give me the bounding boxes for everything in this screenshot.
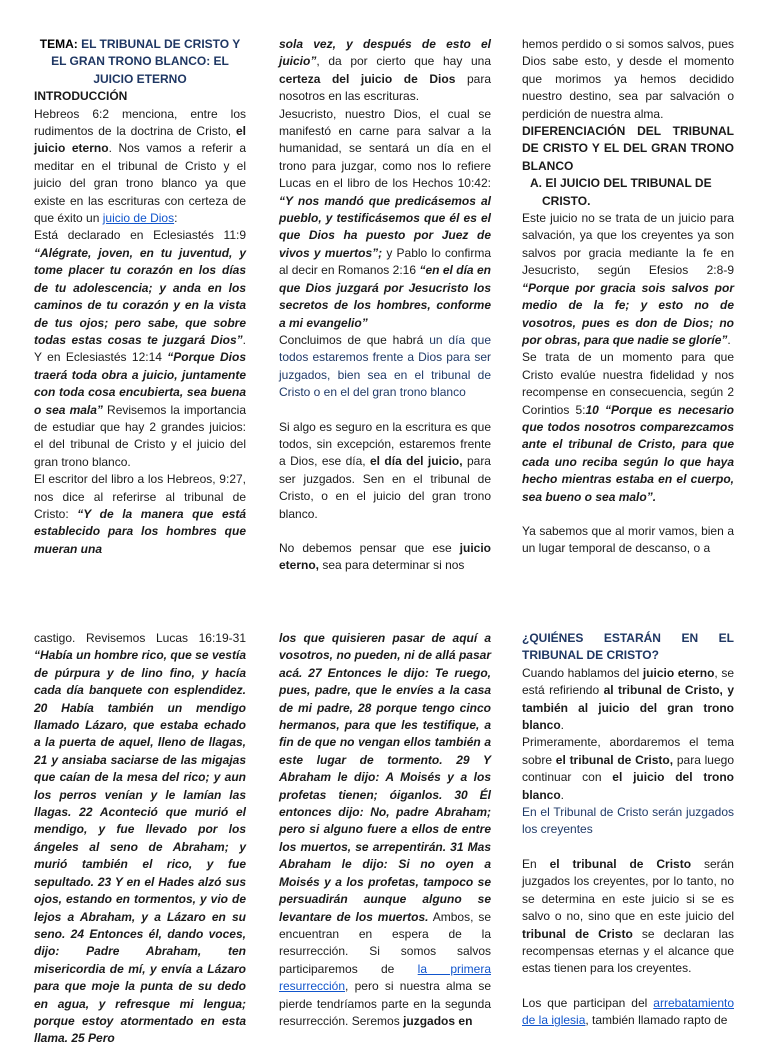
bible-quote: sola vez, y después de esto el juicio”: [279, 37, 491, 69]
paragraph: [522, 995, 734, 1030]
highlighted-paragraph: En el Tribunal de Cristo serán juzgados los creyentes: [522, 805, 734, 837]
text: Jesucristo, nuestro Dios, el cual se manifestó en carne para salvar a la humanidad, se sentará un día en el trono para juzgar, como nos lo refiere Lucas en el libro de los Hechos 10:42:: [279, 106, 491, 191]
text: sea para determinar si nos: [319, 558, 465, 573]
text: Ambos, se encuentran en espera de la resurrección. Si somos salvos participaremos de: [279, 909, 491, 976]
text: para luego continuar con: [522, 752, 734, 785]
arrebatamiento-link[interactable]: arrebatamiento de la iglesia: [522, 995, 734, 1028]
bold-text: juicio eterno: [642, 665, 715, 680]
text: Está declarado en Eclesiastés 11:9: [34, 228, 246, 243]
bold-text: el tribunal de Cristo: [549, 856, 692, 871]
paragraph: [522, 665, 734, 735]
bold-text: el tribunal de Cristo,: [555, 752, 674, 767]
bible-quote: 10 “Porque es necesario que todos nosotros comparezcamos ante el tribunal de Cristo, para que cada uno reciba según lo que haya hecho mientras estaba en el cuerpo, sea bueno o sea malo”.: [522, 402, 734, 504]
column-1: [34, 36, 246, 558]
bold-text: el juicio eterno: [34, 124, 246, 156]
text: para ser juzgados. Sen en el tribunal de Cristo, o en el juicio del gran trono blanco.: [279, 454, 491, 521]
paragraph: [279, 540, 491, 575]
text: , pero si nuestra alma se pierde tendríamos parte en la segunda resurrección. Seremos: [279, 979, 491, 1028]
bold-text: juzgados en: [403, 1013, 473, 1028]
text: , da por cierto que hay una: [316, 54, 491, 69]
paragraph: [279, 419, 491, 523]
text: :: [174, 211, 178, 226]
bible-quote: “Había un hombre rico, que se vestía de púrpura y de lino fino, y hacía cada día banquete con esplendidez. 20 Había también un mendigo llamado Lázaro, que estaba echado a la puerta de aquel, lleno de llagas, 21 y ansiaba saciarse de las migajas que caían de la mesa del rico; y aun los perros venían y le lamían las llagas. 22 Aconteció que murió el mendigo, y fue llevado por los ángeles al seno de Abraham; y murió también el rico, y fue sepultado. 23 Y en el Hades alzó sus ojos, estando en tormentos, y vio de lejos a Abraham, y a Lázaro en su seno. 24 Entonces él, dando voces, dijo: Padre Abraham, ten misericordia de mí, y envía a Lázaro para que moje la punta de su dedo en agua, y refresque mi lengua; porque estoy atormentado en esta llama. 25 Pero: [34, 648, 246, 1046]
bold-text: al tribunal de Cristo, y también al juicio del gran trono blanco: [522, 683, 734, 733]
section-heading: DIFERENCIACIÓN DEL TRIBUNAL DE CRISTO Y EL DEL GRAN TRONO BLANCO: [522, 124, 734, 173]
subsection-heading: A. El JUICIO DEL TRIBUNAL DE CRISTO.: [530, 176, 712, 208]
text: para nosotros en las escrituras.: [279, 71, 491, 104]
bible-quote: “Y de la manera que está establecido para los hombres que mueran una: [34, 506, 247, 556]
paragraph: [522, 856, 734, 978]
column-2: [279, 36, 491, 575]
paragraph: [522, 210, 734, 349]
juicio-de-dios-link[interactable]: juicio de Dios: [102, 211, 175, 226]
text: Revisemos la importancia de estudiar que hay 2 grandes juicios: el del tribunal de Cristo y el juicio del gran trono blanco.: [34, 402, 246, 469]
text: Si algo es seguro en la escritura es que todos, sin excepción, estaremos frente a Dios, ese día,: [279, 419, 491, 469]
column-3: [522, 630, 734, 1030]
text: El escritor del libro a los Hebreos, 9:27, nos dice al referirse al tribunal de Cristo:: [34, 472, 246, 521]
text: y Pablo lo confirma al decir en Romanos 2:16: [279, 245, 491, 278]
column-3: [522, 36, 734, 558]
text: Concluimos de que habrá: [279, 332, 424, 347]
bible-quote: los que quisieren pasar de aquí a vosotros, no pueden, ni de allá pasar acá. 27 Entonces le dijo: Te ruego, pues, padre, que le envíes a la casa de mi padre, 28 porque tengo cinco hermanos, para que les testifique, a fin de que no vengan ellos también a este lugar de tormento. 29 Y Abraham le dijo: A Moisés y a los profetas tienen; óiganlos. 30 Él entonces dijo: No, padre Abraham; pero si alguno fuere a ellos de entre los muertos, se arrepentirán. 31 Mas Abraham le dijo: Si no oyen a Moisés y a los profetas, tampoco se persuadirán aunque alguno se levantare de los muertos.: [279, 631, 491, 924]
paragraph: [522, 349, 734, 506]
bold-text: el día del juicio,: [370, 454, 463, 469]
paragraph: [34, 227, 246, 471]
paragraph: hemos perdido o si somos salvos, pues Dios sabe esto, y desde el momento que morimos ya hemos decidido nuestro destino, sea par salvación o perdición de nuestra alma.: [522, 37, 734, 121]
text: Los que participan del: [522, 995, 648, 1010]
paragraph: [34, 630, 246, 1048]
title-text: EL TRIBUNAL DE CRISTO Y EL GRAN TRONO BLANCO: EL JUICIO ETERNO: [51, 37, 241, 86]
primera-resurreccion-link[interactable]: la primera resurrección: [279, 961, 491, 994]
paragraph: Ya sabemos que al morir vamos, bien a un lugar temporal de descanso, o a: [522, 523, 734, 556]
text: castigo. Revisemos Lucas 16:19-31: [34, 631, 246, 645]
text: En: [522, 856, 537, 871]
bold-text: juicio eterno,: [279, 540, 491, 573]
bible-quote: “Porque por gracia sois salvos por medio de la fe; y esto no de vosotros, pues es don de Dios; no por obras, para que nadie se gloríe”: [522, 280, 734, 347]
bold-text: tribunal de Cristo: [522, 926, 633, 941]
paragraph: [279, 630, 491, 1030]
highlighted-text: un día que todos estaremos frente a Dios para ser juzgados, bien sea en el tribunal de Cristo o en el del gran trono blanco: [279, 332, 491, 400]
page-separator: [0, 590, 768, 610]
document-title: [34, 36, 246, 88]
text: serán juzgados los creyentes, por lo tanto, no se determina en este juicio si se es salvo o no, sino que en este juicio del: [522, 856, 734, 924]
document-page-2: [0, 610, 768, 1046]
text: se declaran las recompensas eternas y el alcance que estas tienen para los creyentes.: [522, 926, 735, 976]
column-1: [34, 630, 246, 1048]
text: No debemos pensar que ese: [279, 540, 452, 555]
text: Cuando hablamos del: [522, 665, 640, 680]
intro-heading: INTRODUCCIÓN: [34, 89, 128, 104]
text: Hebreos 6:2 menciona, entre los rudimentos de la doctrina de Cristo,: [34, 106, 246, 139]
paragraph: [34, 471, 246, 558]
title-label: TEMA:: [39, 37, 78, 51]
text: .: [560, 718, 565, 733]
bold-text: certeza del juicio de Dios: [279, 71, 456, 86]
bible-quote: “en el día en que Dios juzgará por Jesucristo los secretos de los hombres, conforme a mi evangelio”: [279, 263, 491, 330]
column-2: [279, 630, 491, 1030]
text: , también llamado rapto de: [585, 1013, 728, 1028]
text: Este juicio no se trata de un juicio para salvación, ya que los creyentes ya son salvos por gracia mediante la fe en Jesucristo, según Efesios 2:8-9: [522, 211, 734, 278]
text: Se trata de un momento para que Cristo evalúe nuestra fidelidad y nos recompense en consecuencia, según 2 Corintios 5:: [522, 350, 734, 417]
bible-quote: “Y nos mandó que predicásemos al pueblo, y testificásemos que él es el que Dios ha puesto por Juez de vivos y muertos”;: [279, 193, 491, 260]
bold-text: el juicio del trono blanco: [522, 770, 734, 802]
text: .: [560, 787, 565, 802]
text: Primeramente, abordaremos el tema sobre: [522, 735, 734, 767]
paragraph: [279, 106, 491, 332]
paragraph: [279, 36, 491, 106]
bible-quote: “Porque Dios traerá toda obra a juicio, juntamente con toda cosa encubierta, sea buena o sea mala”: [34, 350, 246, 417]
text: . Nos vamos a referir a meditar en el tribunal de Cristo y el juicio del gran trono blanco ya que existe en las escrituras con certeza de que éxito un: [34, 141, 247, 226]
text: .: [727, 332, 731, 347]
text: , se está refiriendo: [522, 665, 735, 698]
paragraph: [279, 332, 491, 402]
text: . Y en Eclesiastés 12:14: [34, 332, 246, 365]
section-heading: ¿QUIÉNES ESTARÁN EN EL TRIBUNAL DE CRISTO?: [522, 631, 734, 663]
paragraph: [522, 734, 734, 804]
paragraph: [34, 106, 246, 228]
bible-quote: “Alégrate, joven, en tu juventud, y tome placer tu corazón en los días de tu adolescencia; y anda en los caminos de tu corazón y en la vista de tus ojos; pero sabe, que sobre todas estas cosas te juzgará Dios”: [34, 245, 246, 347]
